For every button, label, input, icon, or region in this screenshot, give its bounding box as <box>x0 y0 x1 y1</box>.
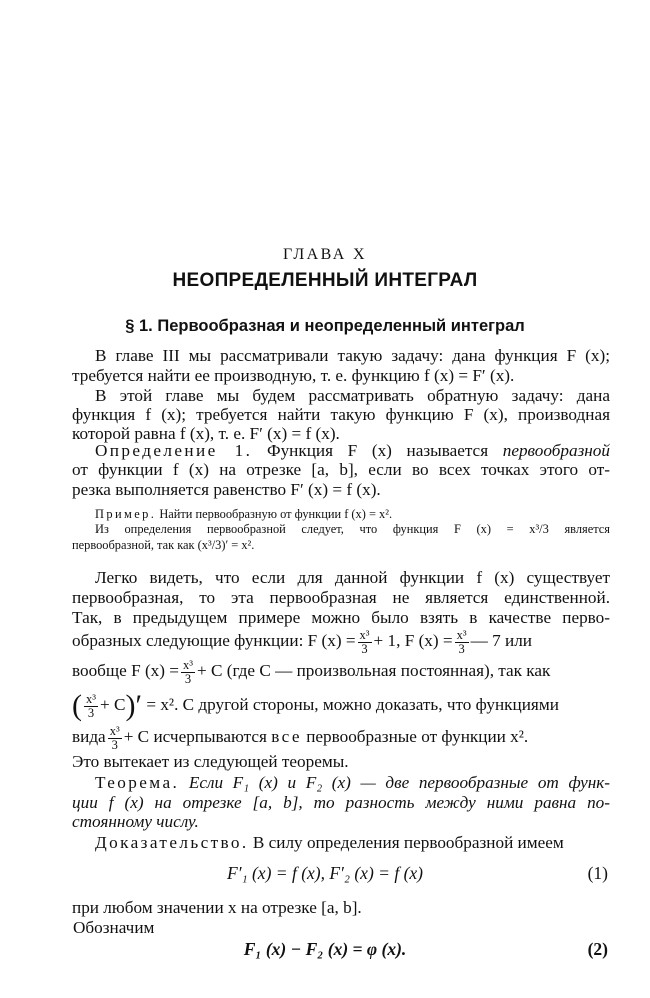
fraction-numerator: x³ <box>456 627 467 642</box>
para2-line1: В этой главе мы будем рассматривать обратную задачу: дана <box>95 386 610 405</box>
equation-2-number: (2) <box>587 939 608 959</box>
fraction <box>455 629 469 656</box>
section-title: § 1. Первообразная и неопределенный интеграл <box>125 317 525 335</box>
example-line2: Из определения первообразной следует, что функция F (x) = x³/3 является <box>95 522 610 536</box>
proof-line3: Обозначим <box>73 918 155 937</box>
proof-text: В силу определения первообразной имеем <box>248 833 564 852</box>
fraction <box>84 693 98 720</box>
para3-line1: Легко видеть, что если для данной функции f (x) существует <box>95 568 610 587</box>
para3-line3: Так, в предыдущем примере можно было взять в качестве перво- <box>72 608 610 627</box>
theorem-label: Теорема. <box>95 773 180 792</box>
para3-line5-b: + C (где C — произвольная постоянная), так как <box>196 661 551 680</box>
example-line3: первообразной, так как (x³/3)′ = x². <box>72 538 255 552</box>
definition-label: Определение 1. <box>95 441 253 460</box>
para3-emphasis: все <box>271 727 302 746</box>
definition-term: первообразной <box>502 441 610 460</box>
fraction <box>181 659 195 686</box>
para2-line3: которой равна f (x), т. е. F′ (x) = f (x). <box>72 424 340 443</box>
example-text: Найти первообразную от функции f (x) = x². <box>156 507 393 521</box>
para3-line8: Это вытекает из следующей теоремы. <box>72 752 349 771</box>
fraction-numerator: x³ <box>359 627 370 642</box>
paren-close: )′ <box>125 689 143 723</box>
fraction-numerator: x³ <box>86 691 96 706</box>
definition-line1 <box>95 441 610 461</box>
proof-line2: при любом значении x на отрезке [a, b]. <box>72 898 362 917</box>
paren-open: ( <box>72 689 82 723</box>
para3-line4-a: образных следующие функции: F (x) = <box>72 631 356 650</box>
definition-line2: от функции f (x) на отрезке [a, b], если во всех точках этого от- <box>72 460 610 479</box>
example-label: Пример. <box>95 507 157 521</box>
para3-line2: первообразная, то эта первообразная не является единственной. <box>72 588 610 607</box>
para3-line4 <box>72 628 610 654</box>
theorem-line1 <box>95 773 610 793</box>
para3-line4-c: — 7 или <box>470 631 532 650</box>
chapter-title: НЕОПРЕДЕЛЕННЫЙ ИНТЕГРАЛ <box>172 270 478 291</box>
fraction-denominator: 3 <box>458 641 465 656</box>
para1-line2: требуется найти ее производную, т. е. функцию f (x) = F′ (x). <box>72 366 515 385</box>
proof-label: Доказательство. <box>95 833 249 852</box>
para3-line5-a: вообще F (x) = <box>72 661 179 680</box>
example-line1 <box>95 507 610 522</box>
para3-line6-mid: + C <box>100 695 126 714</box>
equation-1: F′₁ (x) = f (x), F′₂ (x) = f (x) <box>227 863 423 883</box>
para3-line7-d: первообразные от функции x². <box>301 727 529 746</box>
para2-line2: функция f (x); требуется найти такую функцию F (x), производная <box>72 405 610 424</box>
para3-line7-a: вида <box>72 727 106 746</box>
theorem-line2: ции f (x) на отрезке [a, b], то разность между ними равна по- <box>72 793 610 812</box>
fraction-denominator: 3 <box>111 737 118 752</box>
fraction <box>108 725 122 752</box>
theorem-text: Если F₁ (x) и F₂ (x) — две первообразные от функ- <box>179 773 610 792</box>
fraction-numerator: x³ <box>109 723 120 738</box>
definition-line3: резка выполняется равенство F′ (x) = f (x). <box>72 480 381 499</box>
para3-line5 <box>72 658 610 684</box>
para3-line7 <box>72 724 610 750</box>
para3-line4-b: + 1, F (x) = <box>373 631 453 650</box>
proof-line1 <box>95 833 610 853</box>
fraction-denominator: 3 <box>361 641 368 656</box>
equation-2: F₁ (x) − F₂ (x) = φ (x). <box>243 939 407 959</box>
definition-text: Функция F (x) называется <box>252 441 503 460</box>
chapter-label: ГЛАВА X <box>282 246 368 263</box>
para3-line6 <box>72 689 610 723</box>
theorem-line3: стоянному числу. <box>72 812 199 831</box>
para1-line1: В главе III мы рассматривали такую задачу: дана функция F (x); <box>95 346 610 365</box>
equation-1-number: (1) <box>587 863 608 883</box>
para3-line7-b: + C исчерпываются <box>123 727 272 746</box>
fraction-numerator: x³ <box>182 657 193 672</box>
fraction <box>358 629 372 656</box>
fraction-denominator: 3 <box>87 705 95 720</box>
fraction-denominator: 3 <box>184 671 192 686</box>
para3-line6-b: = x². С другой стороны, можно доказать, что функциями <box>146 695 559 714</box>
